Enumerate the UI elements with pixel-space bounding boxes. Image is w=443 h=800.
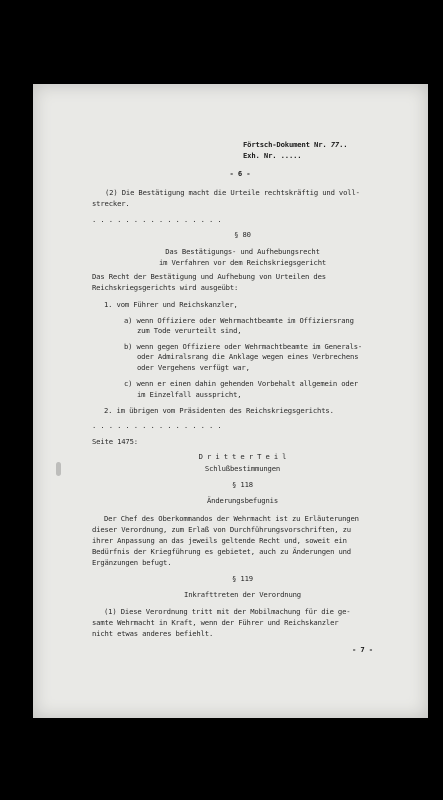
- sub-item-a: zum Tode verurteilt sind,: [137, 326, 242, 335]
- list-item: 1. vom Führer und Reichskanzler,: [104, 300, 238, 309]
- exhibit-label: Exh. Nr. .....: [243, 151, 302, 160]
- section-80-heading: § 80: [234, 230, 251, 239]
- sub-item-b: oder Vergehens verfügt war,: [137, 363, 250, 372]
- paragraph-line: samte Wehrmacht in Kraft, wenn der Führer und Reichskanzler: [92, 618, 339, 627]
- section-118-title: Änderungsbefugnis: [206, 496, 278, 505]
- sub-item-b: b) wenn gegen Offiziere oder Wehrmachtbeamte im Generals-: [124, 342, 363, 351]
- paragraph-line: (2) Die Bestätigung macht die Urteile rechtskräftig und voll-: [105, 188, 360, 197]
- paragraph-line: Der Chef des Oberkommandos der Wehrmacht ist zu Erläuterungen: [104, 514, 359, 523]
- paragraph-line: dieser Verordnung, zum Erlaß von Durchführungsvorschriften, zu: [92, 525, 351, 534]
- punch-hole: [56, 462, 61, 476]
- part-heading: D r i t t e r T e i l: [198, 452, 287, 461]
- page-number-top: - 6 -: [229, 169, 251, 178]
- paragraph-line: Ergänzungen befugt.: [92, 558, 172, 567]
- list-item: 2. im übrigen vom Präsidenten des Reichskriegsgerichts.: [104, 406, 334, 415]
- section-118-heading: § 118: [232, 480, 253, 489]
- section-80-title: Das Bestätigungs- und Aufhebungsrecht: [165, 247, 320, 256]
- sub-item-a: a) wenn Offiziere oder Wehrmachtbeamte im Offiziersrang: [124, 316, 354, 325]
- page-reference: Seite 1475:: [92, 437, 138, 446]
- section-119-heading: § 119: [232, 574, 253, 583]
- document-label: Förtsch-Dokument Nr. 77..: [243, 140, 348, 149]
- paragraph-line: nicht etwas anderes befiehlt.: [92, 629, 214, 638]
- part-title: Schlußbestimmungen: [204, 464, 281, 473]
- sub-item-c: c) wenn er einen dahin gehenden Vorbehalt allgemein oder: [124, 379, 358, 388]
- ellipsis-separator: . . . . . . . . . . . . . . . .: [92, 421, 222, 430]
- paragraph-line: ihrer Anpassung an das jeweils geltende Recht und, soweit ein: [92, 536, 347, 545]
- sub-item-c: im Einzelfall ausspricht,: [137, 390, 242, 399]
- paragraph-line: (1) Diese Verordnung tritt mit der Mobilmachung für die ge-: [104, 607, 351, 616]
- doc-label: Förtsch-Dokument Nr.: [243, 140, 327, 149]
- sub-item-b: oder Admiralsrang die Anklage wegen eines Verbrechens: [137, 352, 359, 361]
- paragraph-line: Reichskriegsgerichts wird ausgeübt:: [92, 283, 239, 292]
- section-80-title: im Verfahren vor dem Reichskriegsgericht: [158, 258, 327, 267]
- page-number-bottom: - 7 -: [352, 645, 373, 654]
- paragraph-line: Bedürfnis der Kriegführung es gebietet, auch zu Änderungen und: [92, 547, 351, 556]
- ellipsis-separator: . . . . . . . . . . . . . . . .: [92, 215, 222, 224]
- paragraph-line: Das Recht der Bestätigung und Aufhebung von Urteilen des: [92, 272, 326, 281]
- doc-number: 77: [330, 140, 340, 149]
- paragraph-line: strecker.: [92, 199, 130, 208]
- section-119-title: Inkrafttreten der Verordnung: [184, 590, 301, 599]
